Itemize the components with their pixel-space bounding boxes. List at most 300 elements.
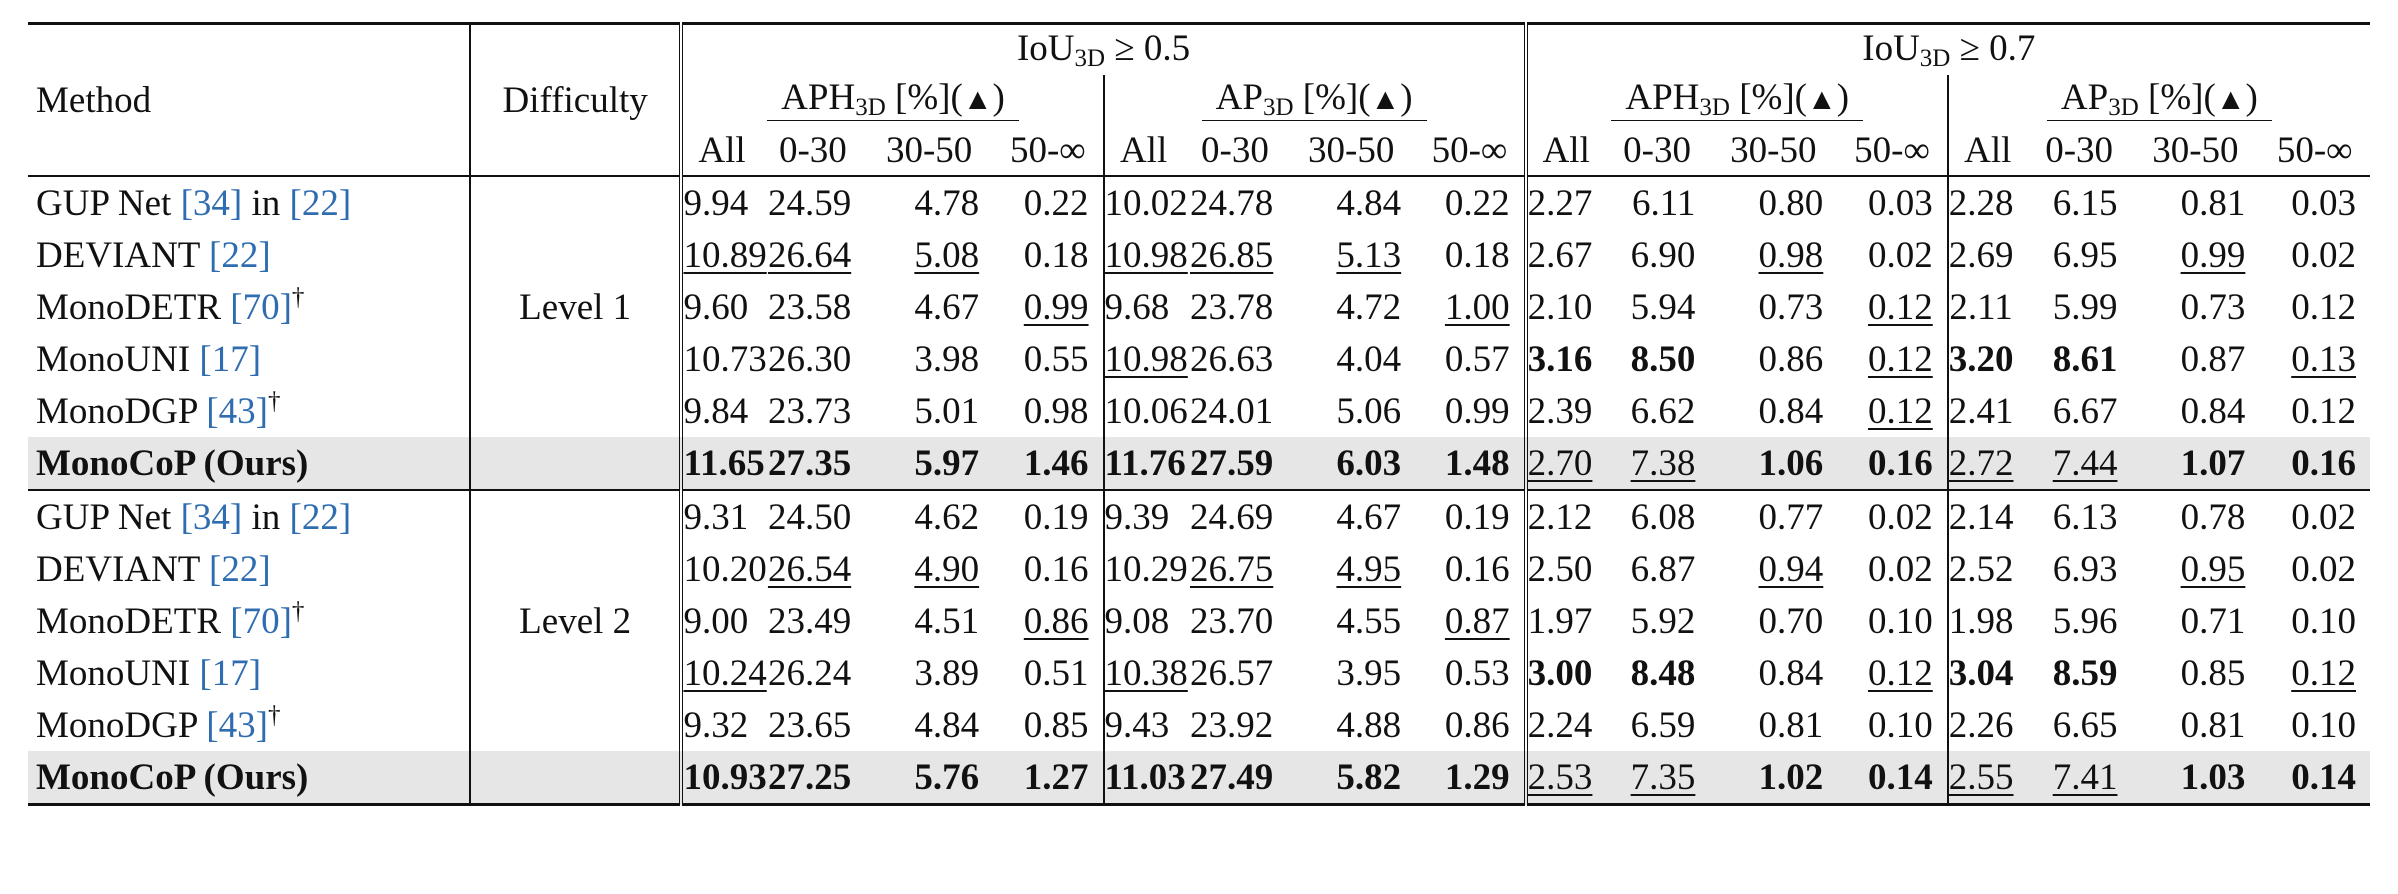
value-cell bbox=[1605, 229, 1710, 281]
value-text: 2.52 bbox=[1948, 548, 2014, 590]
value-text: 0.84 bbox=[1758, 652, 1824, 694]
value-text: 1.00 bbox=[1444, 286, 1510, 328]
value-text: 1.02 bbox=[1758, 756, 1824, 798]
method-cell bbox=[28, 176, 470, 229]
value-text: 2.28 bbox=[1948, 182, 2014, 224]
value-text: 0.80 bbox=[1758, 182, 1824, 224]
value-cell bbox=[1605, 595, 1710, 647]
range-header: 0-30 bbox=[1201, 129, 1269, 171]
value-text: 3.95 bbox=[1336, 652, 1402, 694]
value-text: 26.64 bbox=[767, 234, 852, 276]
citation-link[interactable]: [70] bbox=[230, 600, 292, 642]
value-text: 4.84 bbox=[914, 704, 980, 746]
value-text: 10.38 bbox=[1104, 652, 1188, 694]
value-cell bbox=[1837, 281, 1947, 333]
value-cell bbox=[1605, 490, 1710, 543]
value-text: 9.08 bbox=[1104, 600, 1170, 642]
value-cell bbox=[993, 595, 1103, 647]
value-text: 0.95 bbox=[2180, 548, 2246, 590]
value-cell bbox=[993, 281, 1103, 333]
value-cell bbox=[1605, 281, 1710, 333]
citation-link[interactable]: [22] bbox=[209, 234, 271, 276]
method-cell bbox=[28, 647, 470, 699]
value-text: 1.29 bbox=[1444, 756, 1510, 798]
value-cell bbox=[2027, 490, 2132, 543]
table-row bbox=[28, 229, 2370, 281]
value-cell bbox=[1104, 176, 1188, 229]
value-cell bbox=[761, 333, 866, 385]
value-cell bbox=[1104, 699, 1183, 751]
value-cell bbox=[865, 490, 993, 543]
arrow-up-icon: ▲ bbox=[962, 83, 993, 116]
value-text: 0.12 bbox=[1867, 652, 1933, 694]
value-text: 10.93 bbox=[683, 756, 767, 798]
value-text: 27.49 bbox=[1190, 756, 1274, 798]
value-text: 6.08 bbox=[1630, 496, 1696, 538]
value-text: 9.31 bbox=[683, 496, 749, 538]
value-text: 10.29 bbox=[1104, 548, 1188, 590]
value-cell bbox=[1526, 751, 1605, 805]
value-text: 9.32 bbox=[683, 704, 749, 746]
value-cell bbox=[865, 281, 993, 333]
citation-link[interactable]: [34] bbox=[180, 182, 243, 224]
value-cell bbox=[1605, 385, 1710, 437]
value-cell bbox=[1948, 385, 2027, 437]
value-cell bbox=[993, 437, 1103, 490]
method-cell bbox=[28, 437, 470, 490]
value-text: 5.82 bbox=[1336, 756, 1402, 798]
value-text: 3.98 bbox=[914, 338, 980, 380]
method-name: MonoCoP (Ours) bbox=[36, 756, 309, 798]
value-cell bbox=[1526, 647, 1605, 699]
method-cell bbox=[28, 543, 470, 595]
table-row bbox=[28, 699, 2370, 751]
method-name: MonoDGP bbox=[36, 704, 207, 746]
value-text: 0.94 bbox=[1758, 548, 1824, 590]
value-cell bbox=[1183, 595, 1288, 647]
range-header: All bbox=[1104, 125, 1183, 176]
value-text: 26.85 bbox=[1190, 234, 1274, 276]
value-text: 9.68 bbox=[1104, 286, 1170, 328]
value-text: 0.14 bbox=[2291, 756, 2356, 798]
range-header: 30-50 bbox=[885, 129, 973, 171]
value-text: 26.75 bbox=[1190, 548, 1274, 590]
value-text: 2.11 bbox=[1949, 286, 2013, 328]
table-row bbox=[28, 281, 2370, 333]
value-cell bbox=[1526, 437, 1605, 490]
value-cell bbox=[993, 647, 1103, 699]
value-text: 0.12 bbox=[2291, 652, 2356, 694]
difficulty-cell-empty bbox=[470, 437, 682, 490]
value-cell bbox=[2259, 437, 2370, 490]
table-row bbox=[28, 385, 2370, 437]
value-text: 0.81 bbox=[2180, 704, 2246, 746]
difficulty-cell: Level 2 bbox=[470, 490, 682, 751]
value-text: 0.99 bbox=[1023, 286, 1089, 328]
value-text: 10.73 bbox=[683, 338, 767, 380]
value-text: 2.12 bbox=[1527, 496, 1593, 538]
dagger-mark: † bbox=[267, 701, 281, 729]
value-text: 6.62 bbox=[1630, 390, 1696, 432]
range-header: 30-50 bbox=[2152, 129, 2239, 171]
value-cell bbox=[2027, 751, 2132, 805]
value-cell bbox=[1837, 751, 1947, 805]
value-cell bbox=[681, 437, 765, 490]
value-cell bbox=[681, 176, 760, 229]
value-text: 0.78 bbox=[2180, 496, 2246, 538]
value-text: 2.69 bbox=[1948, 234, 2014, 276]
value-text: 0.99 bbox=[1444, 390, 1510, 432]
value-cell bbox=[1287, 490, 1415, 543]
value-text: 0.12 bbox=[2291, 390, 2356, 432]
value-cell bbox=[761, 229, 866, 281]
range-header: 50-∞ bbox=[1431, 129, 1508, 171]
value-text: 0.16 bbox=[1867, 442, 1933, 484]
value-cell bbox=[1837, 490, 1947, 543]
value-cell bbox=[761, 543, 866, 595]
value-text: 9.39 bbox=[1104, 496, 1170, 538]
value-cell bbox=[1287, 281, 1415, 333]
iou-07-header: IoU$_{3D}$ ≥ 0.7 bbox=[1526, 24, 2370, 76]
value-text: 24.69 bbox=[1190, 496, 1274, 538]
arrow-up-icon: ▲ bbox=[1370, 83, 1401, 116]
value-cell bbox=[761, 437, 866, 490]
value-text: 6.11 bbox=[1631, 182, 1696, 224]
value-cell bbox=[2131, 647, 2259, 699]
value-text: 0.10 bbox=[2291, 704, 2356, 746]
value-cell bbox=[993, 699, 1103, 751]
value-cell bbox=[1415, 543, 1526, 595]
value-text: 0.51 bbox=[1023, 652, 1089, 694]
value-text: 6.13 bbox=[2052, 496, 2118, 538]
value-text: 0.85 bbox=[2180, 652, 2246, 694]
citation-link[interactable]: [17] bbox=[199, 652, 262, 694]
value-text: 2.55 bbox=[1948, 756, 2014, 798]
value-cell bbox=[993, 543, 1103, 595]
value-text: 10.98 bbox=[1104, 338, 1188, 380]
method-cell bbox=[28, 699, 470, 751]
value-text: 0.86 bbox=[1023, 600, 1089, 642]
value-cell bbox=[1104, 595, 1183, 647]
value-text: 6.65 bbox=[2052, 704, 2118, 746]
value-cell bbox=[1104, 385, 1188, 437]
value-text: 6.59 bbox=[1630, 704, 1696, 746]
value-cell bbox=[1526, 490, 1605, 543]
value-text: 4.95 bbox=[1336, 548, 1402, 590]
value-cell bbox=[1948, 229, 2027, 281]
value-text: 3.16 bbox=[1527, 338, 1593, 380]
value-cell bbox=[2027, 595, 2132, 647]
range-header: 0-30 bbox=[778, 129, 847, 171]
value-cell bbox=[1837, 647, 1947, 699]
value-text: 2.27 bbox=[1527, 182, 1593, 224]
value-cell bbox=[2131, 490, 2259, 543]
citation-link[interactable]: [22] bbox=[209, 548, 271, 590]
value-text: 4.55 bbox=[1336, 600, 1402, 642]
value-cell bbox=[1183, 385, 1288, 437]
value-text: 5.08 bbox=[914, 234, 980, 276]
value-cell bbox=[1837, 385, 1947, 437]
value-text: 0.18 bbox=[1444, 234, 1510, 276]
value-text: 4.04 bbox=[1336, 338, 1402, 380]
value-text: 0.98 bbox=[1023, 390, 1089, 432]
header-row-iou bbox=[28, 24, 2370, 76]
value-cell bbox=[2131, 385, 2259, 437]
method-name: MonoDETR bbox=[36, 286, 231, 328]
value-cell bbox=[1948, 647, 2027, 699]
citation-link[interactable]: [22] bbox=[289, 496, 352, 538]
value-cell bbox=[2027, 333, 2132, 385]
value-text: 4.51 bbox=[914, 600, 980, 642]
method-cell bbox=[28, 385, 470, 437]
citation-link[interactable]: [43] bbox=[206, 704, 268, 746]
difficulty-header: Difficulty bbox=[470, 24, 682, 177]
value-cell bbox=[2259, 751, 2370, 805]
value-text: 3.89 bbox=[914, 652, 980, 694]
value-cell bbox=[1526, 176, 1605, 229]
value-cell bbox=[2259, 281, 2370, 333]
value-cell bbox=[1183, 751, 1288, 805]
value-text: 0.22 bbox=[1444, 182, 1510, 224]
value-text: 1.46 bbox=[1023, 442, 1089, 484]
value-text: 5.01 bbox=[914, 390, 980, 432]
value-cell bbox=[1948, 176, 2027, 229]
table-row-ours bbox=[28, 437, 2370, 490]
table-row bbox=[28, 647, 2370, 699]
value-cell bbox=[1526, 333, 1605, 385]
value-text: 4.90 bbox=[914, 548, 980, 590]
value-cell bbox=[865, 176, 993, 229]
value-text: 0.10 bbox=[1867, 600, 1933, 642]
value-cell bbox=[865, 333, 993, 385]
value-cell bbox=[1709, 595, 1837, 647]
table-body bbox=[28, 176, 2370, 805]
value-text: 0.12 bbox=[2291, 286, 2356, 328]
value-text: 11.03 bbox=[1104, 756, 1186, 798]
value-text: 0.02 bbox=[1867, 548, 1933, 590]
value-cell bbox=[1709, 751, 1837, 805]
value-cell bbox=[865, 699, 993, 751]
value-text: 8.61 bbox=[2052, 338, 2118, 380]
citation-link[interactable]: [22] bbox=[289, 182, 352, 224]
value-cell bbox=[1709, 699, 1837, 751]
value-cell bbox=[1526, 385, 1605, 437]
method-name: GUP Net bbox=[36, 182, 181, 224]
value-cell bbox=[1605, 543, 1710, 595]
table-row-ours bbox=[28, 751, 2370, 805]
value-cell bbox=[993, 751, 1103, 805]
value-text: 0.14 bbox=[1867, 756, 1933, 798]
value-cell bbox=[2027, 647, 2132, 699]
value-cell bbox=[993, 229, 1103, 281]
value-cell bbox=[1526, 281, 1605, 333]
aph-header-iou07: $APH_{3D}$ [%](▲) bbox=[1526, 75, 1948, 125]
dagger-mark: † bbox=[267, 387, 281, 415]
value-cell bbox=[2131, 176, 2259, 229]
value-text: 23.58 bbox=[767, 286, 852, 328]
value-text: 0.02 bbox=[2291, 234, 2356, 276]
value-cell bbox=[1183, 490, 1288, 543]
citation-link[interactable]: [34] bbox=[180, 496, 243, 538]
value-text: 26.24 bbox=[767, 652, 852, 694]
value-cell bbox=[993, 385, 1103, 437]
value-text: 27.59 bbox=[1190, 442, 1274, 484]
value-text: 0.81 bbox=[2180, 182, 2246, 224]
value-cell bbox=[1709, 647, 1837, 699]
value-cell bbox=[1605, 699, 1710, 751]
value-text: 8.48 bbox=[1630, 652, 1696, 694]
value-text: 6.87 bbox=[1630, 548, 1696, 590]
value-text: 10.02 bbox=[1104, 182, 1188, 224]
ap-header-iou05: $AP_{3D}$ [%](▲) bbox=[1104, 75, 1526, 125]
value-text: 0.86 bbox=[1758, 338, 1824, 380]
table-row bbox=[28, 595, 2370, 647]
value-text: 4.84 bbox=[1336, 182, 1402, 224]
value-cell bbox=[1526, 543, 1605, 595]
value-cell bbox=[1183, 699, 1288, 751]
value-text: 1.97 bbox=[1527, 600, 1593, 642]
value-cell bbox=[865, 595, 993, 647]
ap-header-iou07: $AP_{3D}$ [%](▲) bbox=[1948, 75, 2370, 125]
value-text: 6.95 bbox=[2052, 234, 2118, 276]
value-text: 0.77 bbox=[1758, 496, 1824, 538]
value-cell bbox=[681, 229, 767, 281]
value-text: 0.85 bbox=[1023, 704, 1089, 746]
method-name: GUP Net bbox=[36, 496, 181, 538]
range-header: 50-∞ bbox=[1009, 129, 1086, 171]
dagger-mark: † bbox=[291, 283, 305, 311]
value-text: 3.00 bbox=[1527, 652, 1593, 694]
value-text: 9.60 bbox=[683, 286, 749, 328]
value-cell bbox=[1104, 751, 1186, 805]
value-cell bbox=[1287, 699, 1415, 751]
range-header: All bbox=[1948, 125, 2027, 176]
value-cell bbox=[1709, 333, 1837, 385]
value-text: 2.26 bbox=[1948, 704, 2014, 746]
table-header bbox=[28, 24, 2370, 177]
value-cell bbox=[2259, 385, 2370, 437]
value-cell bbox=[681, 699, 760, 751]
value-cell bbox=[1415, 437, 1526, 490]
value-cell bbox=[2027, 229, 2132, 281]
value-cell bbox=[761, 595, 866, 647]
results-table bbox=[28, 22, 2370, 806]
value-cell bbox=[2027, 437, 2132, 490]
range-header: 0-30 bbox=[1623, 129, 1691, 171]
value-text: 2.50 bbox=[1527, 548, 1593, 590]
value-text: 6.93 bbox=[2052, 548, 2118, 590]
value-text: 0.10 bbox=[1867, 704, 1933, 746]
value-cell bbox=[1526, 229, 1605, 281]
value-text: 7.44 bbox=[2052, 442, 2118, 484]
value-cell bbox=[2027, 699, 2132, 751]
value-cell bbox=[2131, 699, 2259, 751]
value-text: 0.19 bbox=[1444, 496, 1510, 538]
method-name: MonoDETR bbox=[36, 600, 231, 642]
value-cell bbox=[1837, 595, 1947, 647]
value-cell bbox=[1415, 176, 1526, 229]
value-text: 24.78 bbox=[1190, 182, 1274, 224]
value-cell bbox=[1605, 333, 1710, 385]
value-text: 26.63 bbox=[1190, 338, 1274, 380]
value-cell bbox=[761, 490, 866, 543]
value-text: 0.86 bbox=[1444, 704, 1510, 746]
value-text: 9.43 bbox=[1104, 704, 1170, 746]
value-cell bbox=[2131, 751, 2259, 805]
value-cell bbox=[681, 751, 767, 805]
value-text: 0.02 bbox=[1867, 496, 1933, 538]
value-text: 0.12 bbox=[1867, 338, 1933, 380]
value-cell bbox=[1837, 699, 1947, 751]
value-cell bbox=[681, 385, 760, 437]
table-row bbox=[28, 176, 2370, 229]
value-cell bbox=[1709, 281, 1837, 333]
value-text: 4.88 bbox=[1336, 704, 1402, 746]
value-cell bbox=[681, 333, 767, 385]
value-text: 1.98 bbox=[1948, 600, 2014, 642]
value-cell bbox=[1415, 229, 1526, 281]
value-text: 6.15 bbox=[2052, 182, 2118, 224]
value-cell bbox=[1948, 543, 2027, 595]
value-text: 10.20 bbox=[683, 548, 767, 590]
value-text: 9.00 bbox=[683, 600, 749, 642]
value-cell bbox=[761, 751, 866, 805]
citation-link[interactable]: [70] bbox=[230, 286, 292, 328]
value-cell bbox=[993, 333, 1103, 385]
value-cell bbox=[1415, 333, 1526, 385]
value-cell bbox=[2259, 490, 2370, 543]
citation-link[interactable]: [17] bbox=[199, 338, 262, 380]
value-text: 0.73 bbox=[1758, 286, 1824, 328]
value-cell bbox=[1948, 490, 2027, 543]
value-cell bbox=[865, 751, 993, 805]
value-text: 5.13 bbox=[1336, 234, 1402, 276]
value-cell bbox=[2259, 699, 2370, 751]
value-text: 2.53 bbox=[1527, 756, 1593, 798]
value-text: 0.53 bbox=[1444, 652, 1510, 694]
citation-link[interactable]: [43] bbox=[206, 390, 268, 432]
value-text: 5.94 bbox=[1630, 286, 1696, 328]
value-text: 3.04 bbox=[1948, 652, 2014, 694]
value-text: 0.16 bbox=[1444, 548, 1510, 590]
value-cell bbox=[1605, 176, 1710, 229]
value-cell bbox=[1104, 333, 1188, 385]
value-text: 23.92 bbox=[1190, 704, 1274, 746]
value-text: 2.67 bbox=[1527, 234, 1593, 276]
value-cell bbox=[1183, 176, 1288, 229]
value-cell bbox=[1183, 543, 1288, 595]
value-cell bbox=[1709, 490, 1837, 543]
value-text: 0.13 bbox=[2291, 338, 2356, 380]
value-text: 0.55 bbox=[1023, 338, 1089, 380]
value-cell bbox=[1605, 437, 1710, 490]
value-text: 27.25 bbox=[767, 756, 852, 798]
value-text: 6.90 bbox=[1630, 234, 1696, 276]
value-cell bbox=[1415, 281, 1526, 333]
value-cell bbox=[1948, 281, 2027, 333]
method-name: MonoUNI bbox=[36, 652, 200, 694]
value-text: 0.10 bbox=[2291, 600, 2356, 642]
value-cell bbox=[993, 176, 1103, 229]
value-text: 11.65 bbox=[683, 442, 765, 484]
value-text: 0.84 bbox=[1758, 390, 1824, 432]
value-cell bbox=[761, 385, 866, 437]
value-text: 26.57 bbox=[1190, 652, 1274, 694]
dagger-mark: † bbox=[291, 597, 305, 625]
method-name: MonoUNI bbox=[36, 338, 200, 380]
value-text: 23.78 bbox=[1190, 286, 1274, 328]
value-cell bbox=[2131, 229, 2259, 281]
